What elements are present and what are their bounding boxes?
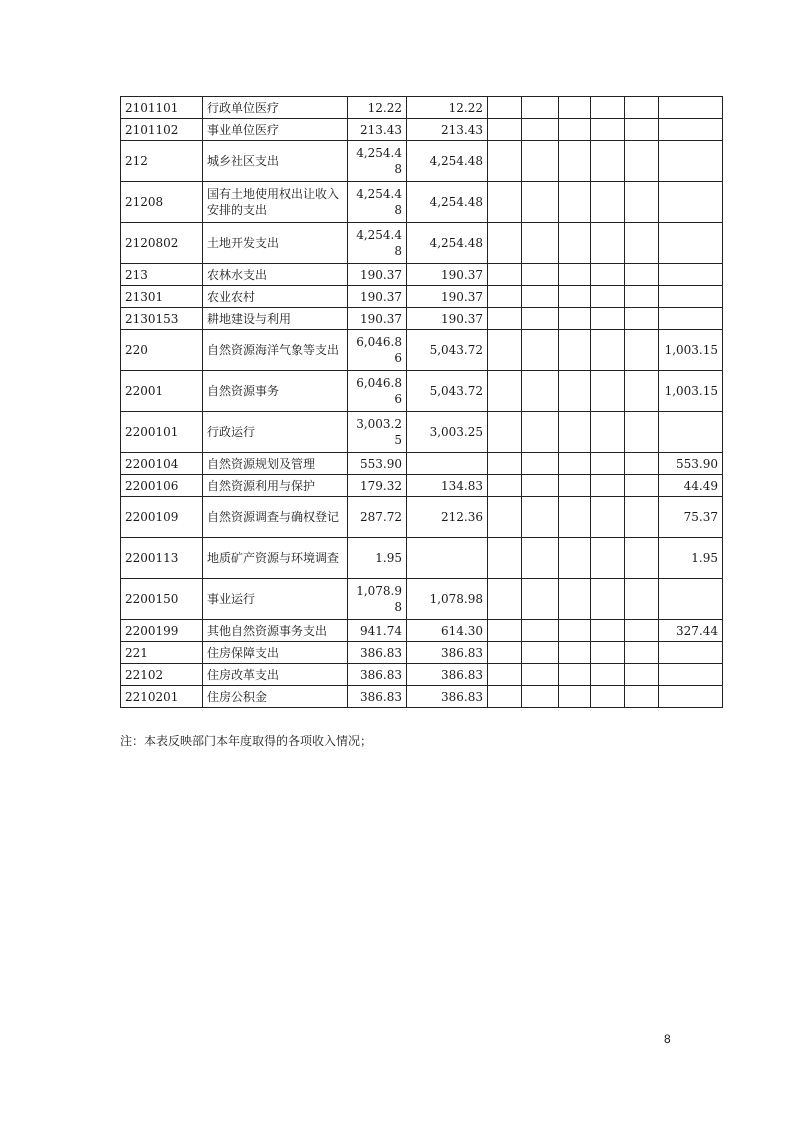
cell-total: 213.43 (348, 119, 407, 141)
cell-col10 (659, 141, 723, 182)
cell-empty (591, 686, 625, 708)
cell-code: 2130153 (121, 308, 203, 330)
cell-total: 179.32 (348, 475, 407, 497)
cell-empty (559, 286, 591, 308)
cell-code: 22102 (121, 664, 203, 686)
cell-empty (625, 686, 659, 708)
cell-col4: 134.83 (407, 475, 488, 497)
cell-empty (488, 264, 522, 286)
cell-col10 (659, 686, 723, 708)
cell-total: 12.22 (348, 97, 407, 119)
cell-empty (625, 141, 659, 182)
cell-col4: 3,003.25 (407, 412, 488, 453)
cell-code: 21208 (121, 182, 203, 223)
table-row (121, 330, 723, 371)
cell-empty (522, 371, 559, 412)
cell-name: 住房保障支出 (203, 642, 348, 664)
cell-empty (522, 475, 559, 497)
table-row (121, 538, 723, 579)
cell-empty (559, 223, 591, 264)
cell-name: 自然资源海洋气象等支出 (203, 330, 348, 371)
cell-name: 土地开发支出 (203, 223, 348, 264)
cell-name: 住房改革支出 (203, 664, 348, 686)
table-row (121, 497, 723, 538)
cell-empty (591, 475, 625, 497)
cell-empty (522, 664, 559, 686)
cell-empty (559, 371, 591, 412)
cell-empty (591, 330, 625, 371)
cell-total: 1,078.98 (348, 579, 407, 620)
cell-empty (488, 475, 522, 497)
page-number: 8 (664, 1032, 671, 1046)
cell-empty (559, 330, 591, 371)
cell-empty (522, 308, 559, 330)
cell-empty (488, 664, 522, 686)
cell-col10 (659, 182, 723, 223)
cell-total: 386.83 (348, 642, 407, 664)
cell-empty (625, 412, 659, 453)
cell-empty (591, 453, 625, 475)
cell-col4: 4,254.48 (407, 223, 488, 264)
cell-col10: 1,003.15 (659, 330, 723, 371)
cell-empty (522, 412, 559, 453)
table-row (121, 182, 723, 223)
cell-col10: 1.95 (659, 538, 723, 579)
cell-name: 自然资源规划及管理 (203, 453, 348, 475)
cell-empty (591, 182, 625, 223)
cell-col10: 44.49 (659, 475, 723, 497)
cell-empty (488, 286, 522, 308)
cell-code: 2101101 (121, 97, 203, 119)
cell-total: 1.95 (348, 538, 407, 579)
cell-empty (559, 538, 591, 579)
cell-col4 (407, 538, 488, 579)
cell-empty (522, 642, 559, 664)
cell-col10: 1,003.15 (659, 371, 723, 412)
table-row (121, 579, 723, 620)
cell-empty (625, 620, 659, 642)
cell-empty (488, 182, 522, 223)
cell-empty (522, 538, 559, 579)
cell-col10 (659, 664, 723, 686)
cell-empty (488, 538, 522, 579)
table-row (121, 475, 723, 497)
cell-col10: 327.44 (659, 620, 723, 642)
cell-col10 (659, 412, 723, 453)
cell-empty (488, 686, 522, 708)
table-row (121, 286, 723, 308)
cell-col4: 4,254.48 (407, 182, 488, 223)
cell-empty (559, 642, 591, 664)
cell-empty (591, 642, 625, 664)
cell-col10 (659, 264, 723, 286)
cell-empty (559, 264, 591, 286)
cell-empty (559, 119, 591, 141)
cell-code: 221 (121, 642, 203, 664)
cell-col4: 386.83 (407, 686, 488, 708)
cell-col4: 5,043.72 (407, 371, 488, 412)
cell-code: 2200101 (121, 412, 203, 453)
cell-empty (559, 475, 591, 497)
cell-empty (591, 223, 625, 264)
cell-empty (488, 620, 522, 642)
table-row (121, 642, 723, 664)
cell-col10 (659, 223, 723, 264)
cell-empty (591, 286, 625, 308)
cell-empty (522, 182, 559, 223)
cell-empty (559, 664, 591, 686)
cell-empty (625, 371, 659, 412)
cell-code: 212 (121, 141, 203, 182)
cell-empty (522, 141, 559, 182)
cell-empty (625, 642, 659, 664)
cell-code: 213 (121, 264, 203, 286)
cell-name: 事业单位医疗 (203, 119, 348, 141)
table-row (121, 453, 723, 475)
cell-name: 住房公积金 (203, 686, 348, 708)
cell-col4: 190.37 (407, 264, 488, 286)
table-row (121, 686, 723, 708)
cell-total: 4,254.48 (348, 182, 407, 223)
cell-name: 城乡社区支出 (203, 141, 348, 182)
cell-empty (559, 308, 591, 330)
cell-col4: 1,078.98 (407, 579, 488, 620)
cell-empty (522, 453, 559, 475)
cell-empty (625, 475, 659, 497)
cell-col4: 213.43 (407, 119, 488, 141)
cell-empty (522, 119, 559, 141)
cell-col4: 12.22 (407, 97, 488, 119)
cell-empty (625, 579, 659, 620)
cell-empty (522, 97, 559, 119)
cell-empty (591, 264, 625, 286)
cell-col4: 4,254.48 (407, 141, 488, 182)
cell-empty (591, 308, 625, 330)
cell-empty (591, 620, 625, 642)
cell-empty (488, 412, 522, 453)
cell-empty (625, 182, 659, 223)
cell-col10 (659, 97, 723, 119)
cell-total: 553.90 (348, 453, 407, 475)
cell-empty (625, 286, 659, 308)
cell-total: 386.83 (348, 664, 407, 686)
cell-empty (591, 664, 625, 686)
cell-total: 4,254.48 (348, 223, 407, 264)
cell-col10 (659, 286, 723, 308)
cell-empty (488, 97, 522, 119)
cell-empty (625, 330, 659, 371)
cell-empty (488, 119, 522, 141)
table-row (121, 620, 723, 642)
cell-col10 (659, 579, 723, 620)
cell-col10 (659, 308, 723, 330)
cell-col4: 5,043.72 (407, 330, 488, 371)
cell-code: 2200199 (121, 620, 203, 642)
cell-empty (488, 308, 522, 330)
cell-col10 (659, 642, 723, 664)
cell-code: 2120802 (121, 223, 203, 264)
table-row (121, 412, 723, 453)
cell-total: 287.72 (348, 497, 407, 538)
cell-empty (559, 412, 591, 453)
cell-empty (488, 371, 522, 412)
cell-total: 386.83 (348, 686, 407, 708)
cell-code: 2101102 (121, 119, 203, 141)
cell-code: 2210201 (121, 686, 203, 708)
cell-empty (522, 286, 559, 308)
cell-empty (488, 223, 522, 264)
cell-empty (522, 264, 559, 286)
cell-empty (625, 97, 659, 119)
cell-col4: 190.37 (407, 308, 488, 330)
cell-empty (625, 453, 659, 475)
cell-col4 (407, 453, 488, 475)
cell-empty (522, 223, 559, 264)
table-note: 注：本表反映部门本年度取得的各项收入情况； (120, 734, 373, 748)
cell-total: 190.37 (348, 286, 407, 308)
cell-name: 事业运行 (203, 579, 348, 620)
cell-name: 自然资源利用与保护 (203, 475, 348, 497)
cell-empty (625, 497, 659, 538)
cell-empty (522, 330, 559, 371)
cell-empty (559, 686, 591, 708)
cell-name: 耕地建设与利用 (203, 308, 348, 330)
cell-col10 (659, 119, 723, 141)
cell-code: 2200150 (121, 579, 203, 620)
cell-empty (591, 97, 625, 119)
cell-name: 地质矿产资源与环境调查 (203, 538, 348, 579)
cell-empty (591, 497, 625, 538)
cell-name: 农林水支出 (203, 264, 348, 286)
cell-total: 4,254.48 (348, 141, 407, 182)
cell-empty (522, 686, 559, 708)
cell-total: 190.37 (348, 308, 407, 330)
cell-empty (591, 579, 625, 620)
table-row (121, 308, 723, 330)
cell-col4: 212.36 (407, 497, 488, 538)
cell-name: 行政运行 (203, 412, 348, 453)
cell-code: 21301 (121, 286, 203, 308)
cell-empty (559, 497, 591, 538)
cell-empty (559, 579, 591, 620)
cell-col10: 75.37 (659, 497, 723, 538)
cell-empty (488, 642, 522, 664)
cell-empty (488, 141, 522, 182)
cell-name: 自然资源调查与确权登记 (203, 497, 348, 538)
table-row (121, 664, 723, 686)
cell-code: 220 (121, 330, 203, 371)
cell-col4: 386.83 (407, 664, 488, 686)
cell-name: 国有土地使用权出让收入安排的支出 (203, 182, 348, 223)
cell-empty (488, 330, 522, 371)
cell-code: 22001 (121, 371, 203, 412)
table-row (121, 371, 723, 412)
cell-empty (625, 664, 659, 686)
cell-code: 2200113 (121, 538, 203, 579)
table-row (121, 97, 723, 119)
cell-empty (522, 620, 559, 642)
cell-col4: 190.37 (407, 286, 488, 308)
cell-empty (591, 141, 625, 182)
cell-col4: 614.30 (407, 620, 488, 642)
cell-empty (591, 119, 625, 141)
cell-col4: 386.83 (407, 642, 488, 664)
cell-empty (522, 497, 559, 538)
cell-empty (591, 371, 625, 412)
cell-empty (625, 119, 659, 141)
cell-code: 2200109 (121, 497, 203, 538)
cell-total: 6,046.86 (348, 371, 407, 412)
cell-empty (559, 620, 591, 642)
cell-empty (625, 538, 659, 579)
cell-empty (591, 412, 625, 453)
cell-total: 3,003.25 (348, 412, 407, 453)
cell-empty (625, 308, 659, 330)
cell-total: 6,046.86 (348, 330, 407, 371)
cell-empty (488, 497, 522, 538)
table-row (121, 119, 723, 141)
cell-name: 自然资源事务 (203, 371, 348, 412)
table-row (121, 223, 723, 264)
cell-code: 2200104 (121, 453, 203, 475)
cell-total: 190.37 (348, 264, 407, 286)
cell-empty (488, 579, 522, 620)
cell-empty (559, 97, 591, 119)
cell-name: 其他自然资源事务支出 (203, 620, 348, 642)
cell-col10: 553.90 (659, 453, 723, 475)
cell-empty (559, 141, 591, 182)
cell-empty (625, 223, 659, 264)
cell-code: 2200106 (121, 475, 203, 497)
cell-total: 941.74 (348, 620, 407, 642)
cell-empty (559, 182, 591, 223)
table-row (121, 141, 723, 182)
cell-empty (522, 579, 559, 620)
cell-name: 农业农村 (203, 286, 348, 308)
cell-empty (591, 538, 625, 579)
cell-empty (559, 453, 591, 475)
cell-empty (625, 264, 659, 286)
income-table (120, 96, 723, 708)
cell-name: 行政单位医疗 (203, 97, 348, 119)
table-row (121, 264, 723, 286)
cell-empty (488, 453, 522, 475)
